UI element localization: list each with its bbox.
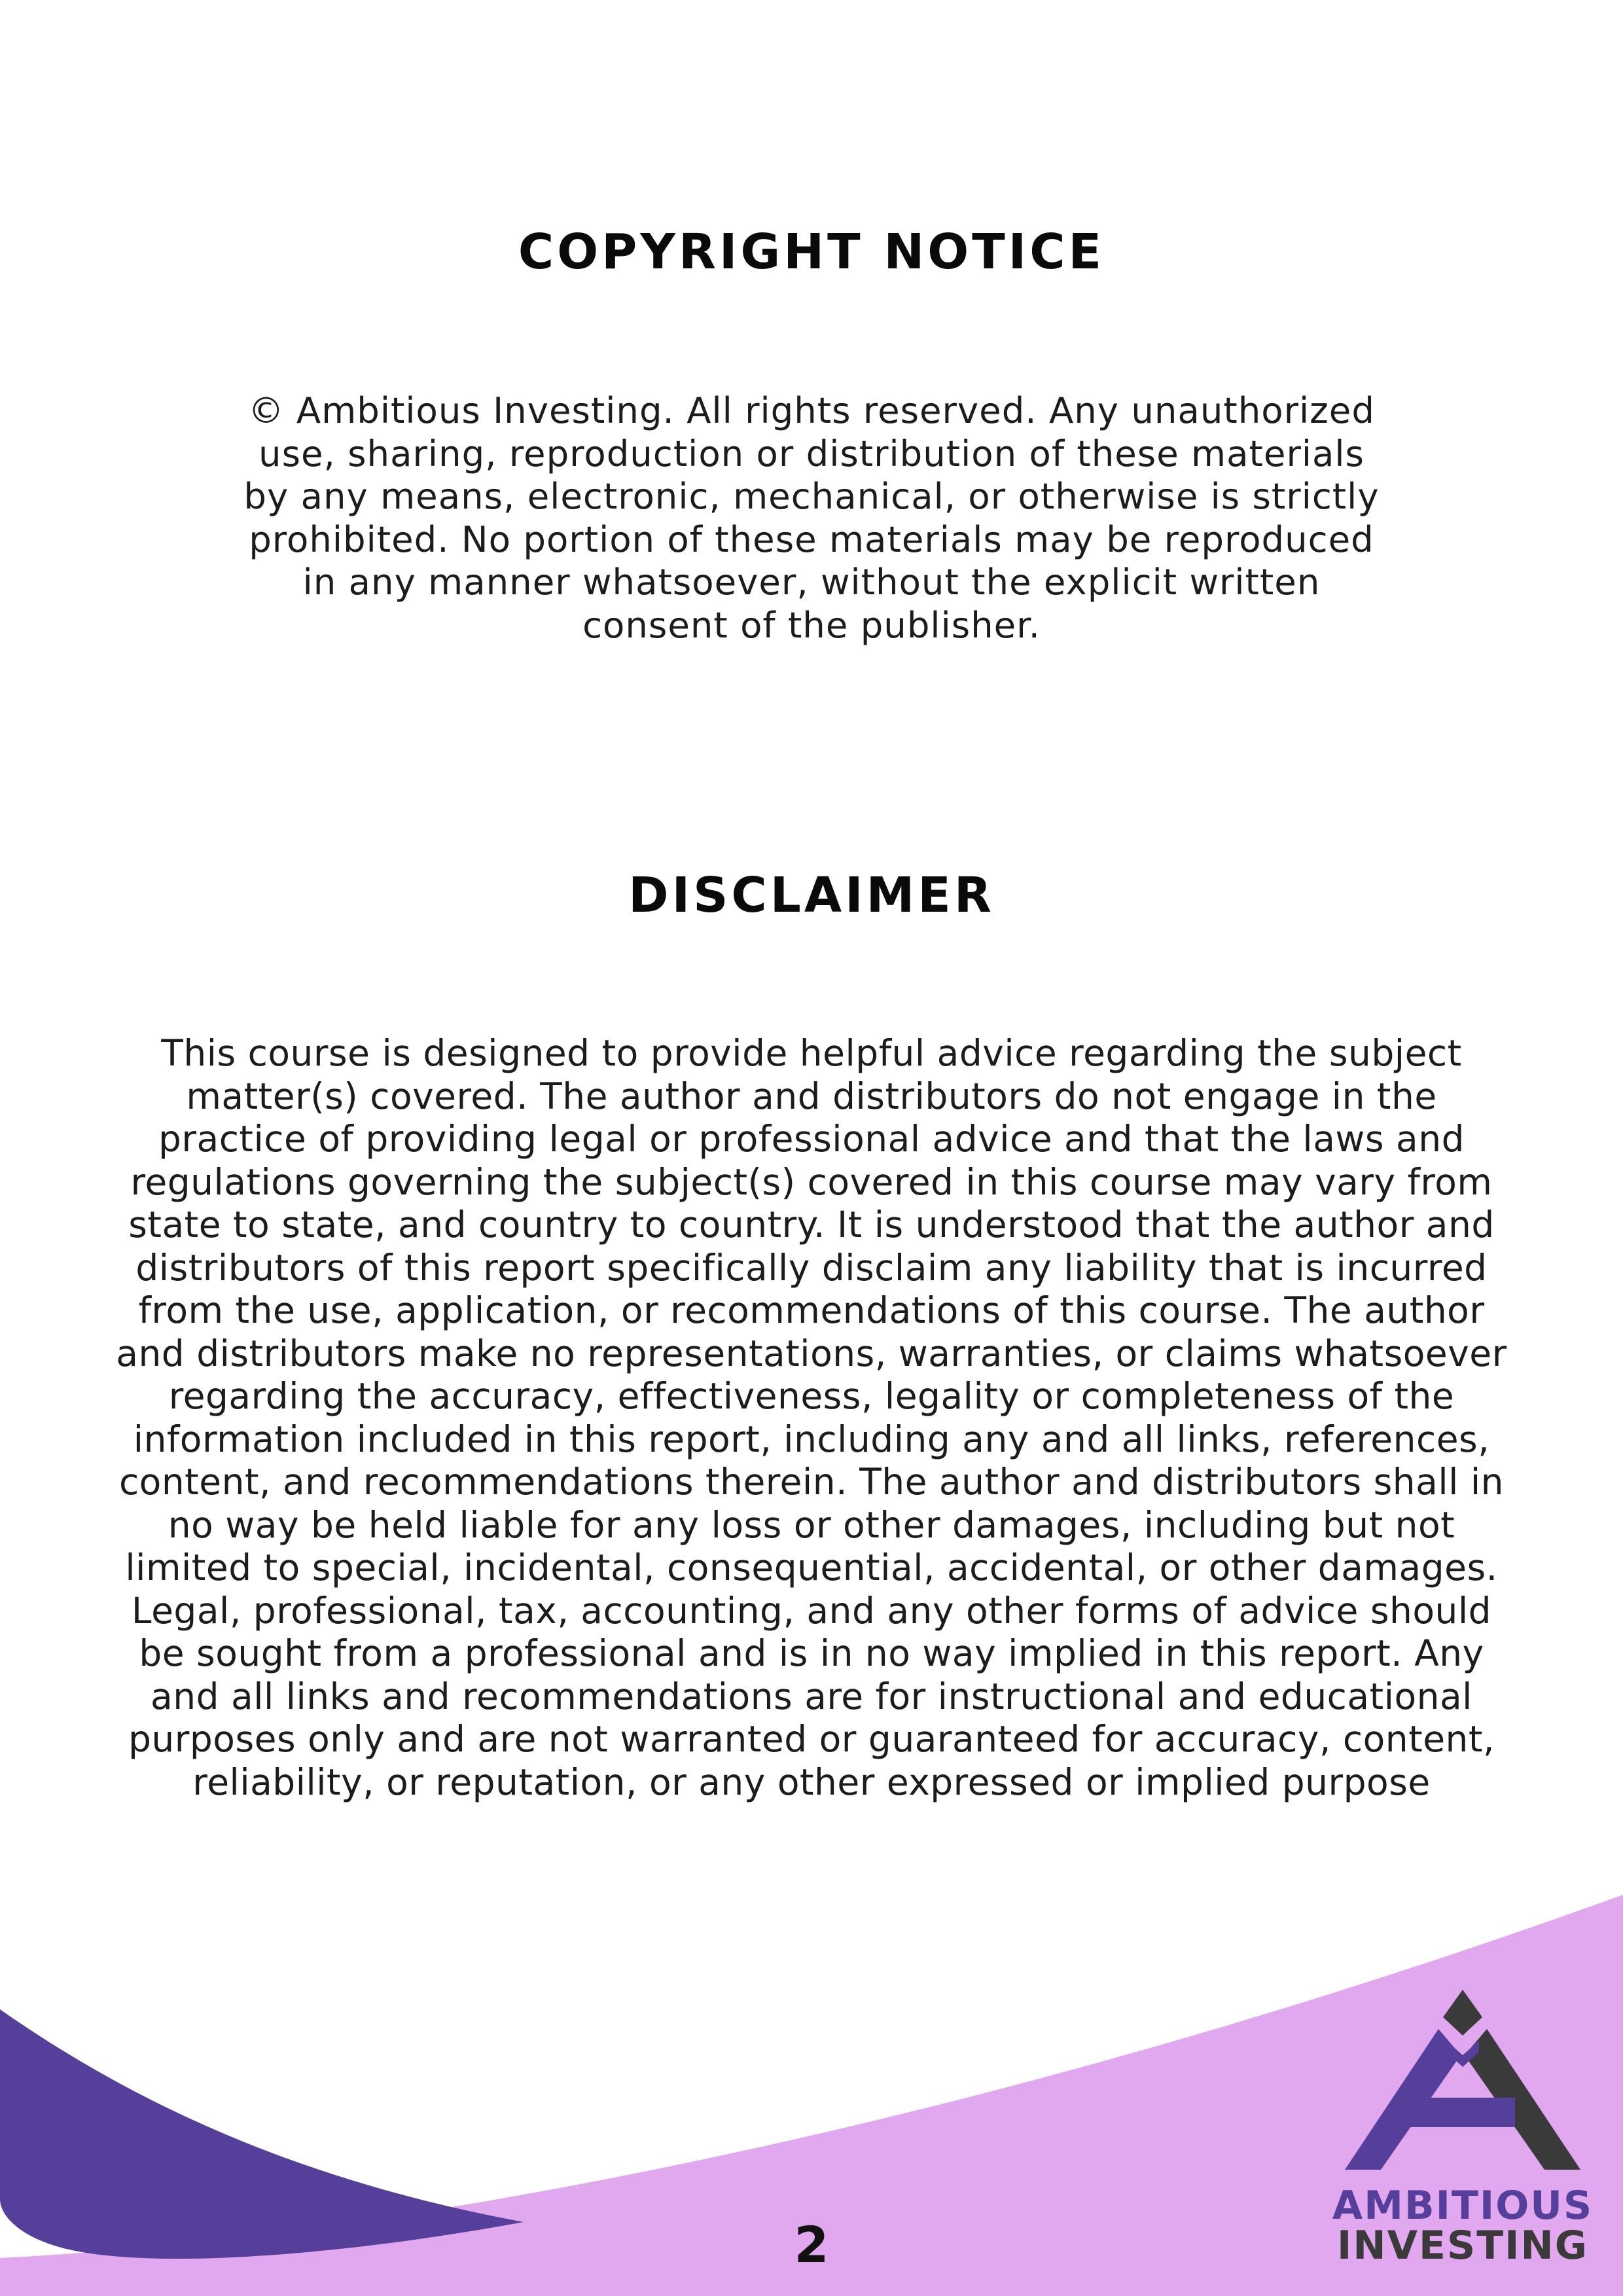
- disclaimer-line: and distributors make no representations, warranties, or claims whatsoever: [116, 1332, 1507, 1374]
- logo-a-mark-icon: [1342, 1990, 1584, 2179]
- disclaimer-line: limited to special, incidental, consequential, accidental, or other damages.: [125, 1547, 1498, 1588]
- copyright-line: in any manner whatsoever, without the explicit written: [302, 561, 1321, 603]
- disclaimer-line: practice of providing legal or professional advice and that the laws and: [158, 1118, 1465, 1160]
- copyright-line: © Ambitious Investing. All rights reserved. Any unauthorized: [248, 389, 1375, 431]
- disclaimer-line: content, and recommendations therein. The author and distributors shall in: [118, 1461, 1505, 1503]
- copyright-line: consent of the publisher.: [582, 603, 1041, 646]
- logo-crossbar: [1404, 2098, 1515, 2127]
- copyright-line: prohibited. No portion of these materials may be reproduced: [249, 518, 1374, 560]
- disclaimer-line: no way be held liable for any loss or other damages, including but not: [168, 1503, 1455, 1546]
- disclaimer-line: Legal, professional, tax, accounting, and any other forms of advice should: [131, 1589, 1492, 1632]
- disclaimer-line: reliability, or reputation, or any other expressed or implied purpose: [192, 1761, 1431, 1803]
- footer-purple-swoosh: [0, 2009, 524, 2259]
- copyright-line: by any means, electronic, mechanical, or otherwise is strictly: [243, 475, 1380, 517]
- disclaimer-line: matter(s) covered. The author and distributors do not engage in the: [186, 1075, 1437, 1117]
- copyright-heading: COPYRIGHT NOTICE: [518, 224, 1105, 280]
- disclaimer-heading: DISCLAIMER: [628, 867, 995, 924]
- logo-word-investing: INVESTING: [1337, 2223, 1588, 2269]
- disclaimer-line: This course is designed to provide helpful advice regarding the subject: [161, 1032, 1462, 1074]
- disclaimer-line: regulations governing the subject(s) covered in this course may vary from: [130, 1160, 1493, 1203]
- disclaimer-line: purposes only and are not warranted or guaranteed for accuracy, content,: [128, 1718, 1495, 1760]
- ambitious-investing-logo: [1329, 1990, 1597, 2271]
- page-number: 2: [794, 2215, 829, 2274]
- disclaimer-line: be sought from a professional and is in no way implied in this report. Any: [139, 1632, 1484, 1674]
- disclaimer-line: from the use, application, or recommendations of this course. The author: [138, 1289, 1485, 1331]
- copyright-line: use, sharing, reproduction or distribution of these materials: [259, 432, 1364, 475]
- logo-word-ambitious: AMBITIOUS: [1332, 2183, 1594, 2229]
- disclaimer-line: and all links and recommendations are for instructional and educational: [151, 1675, 1472, 1717]
- disclaimer-line: regarding the accuracy, effectiveness, legality or completeness of the: [168, 1375, 1455, 1417]
- disclaimer-line: state to state, and country to country. It is understood that the author and: [128, 1204, 1495, 1246]
- disclaimer-line: information included in this report, including any and all links, references,: [133, 1418, 1490, 1460]
- logo-diamond: [1443, 1990, 1482, 2036]
- disclaimer-line: distributors of this report specifically disclaim any liability that is incurred: [135, 1246, 1488, 1289]
